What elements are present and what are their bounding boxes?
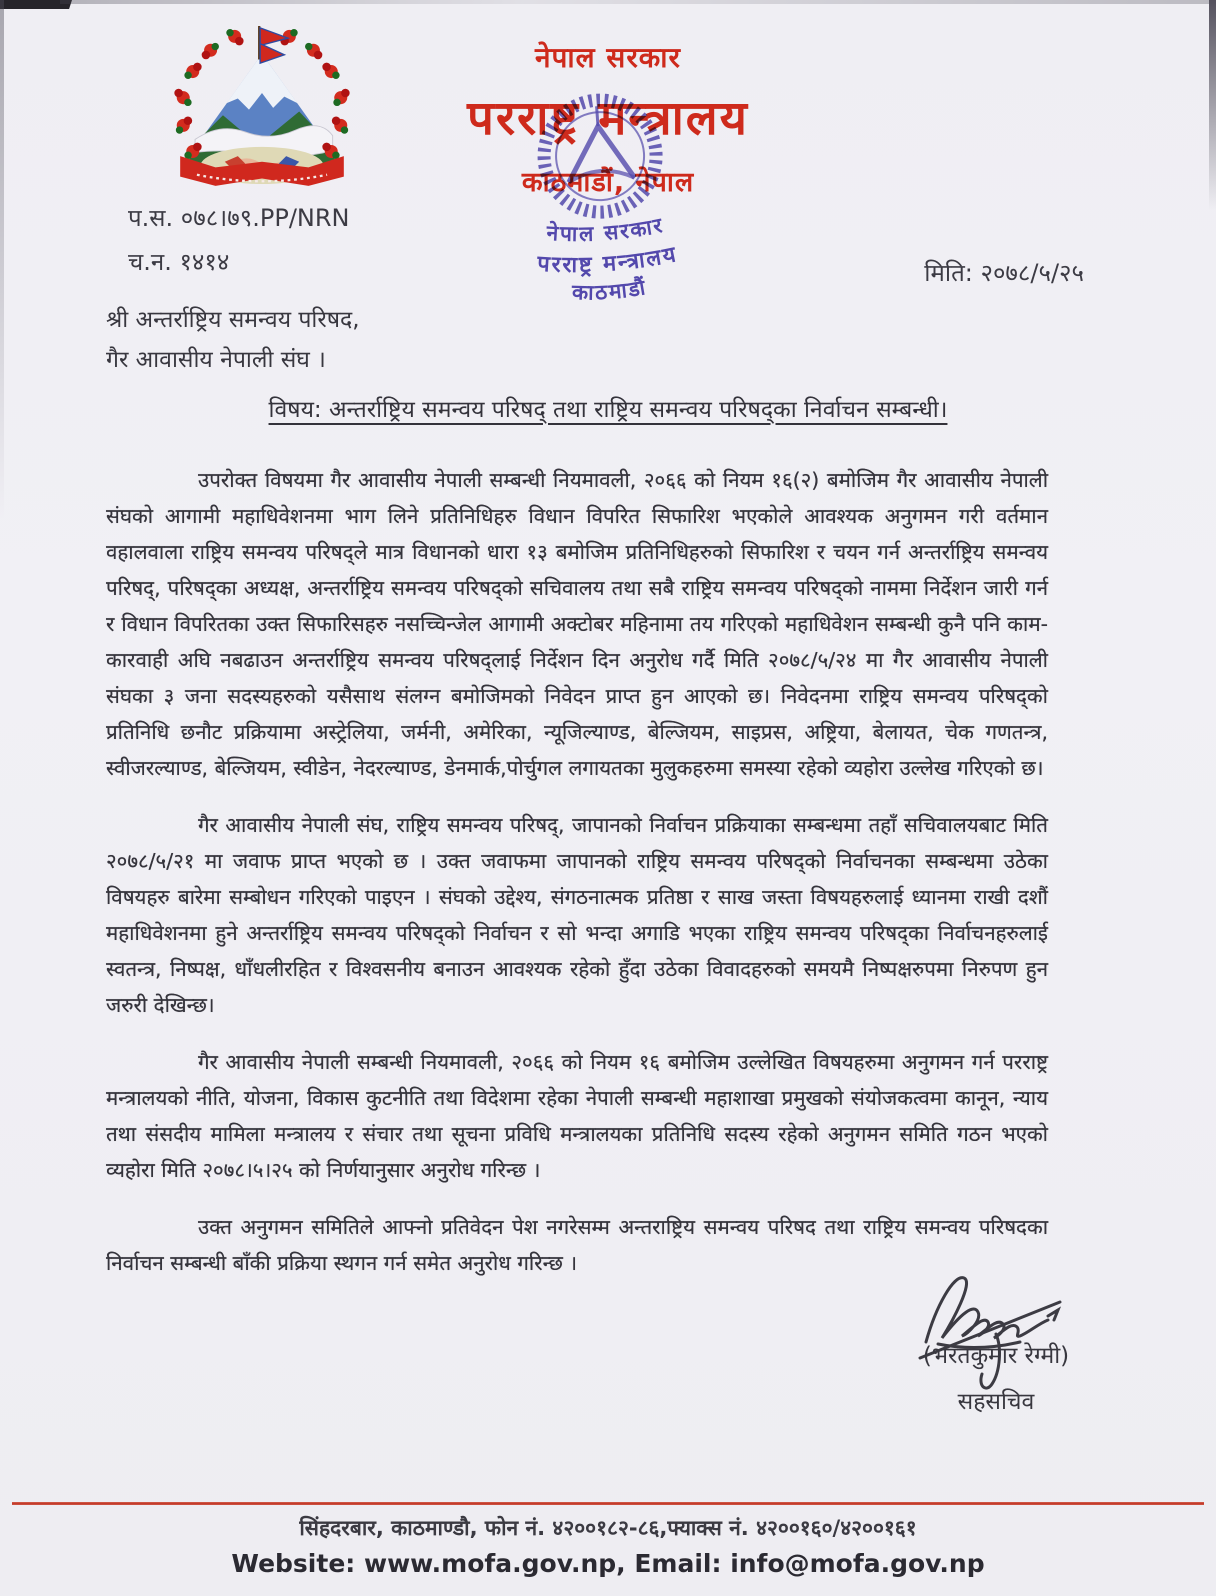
signatory-title: सहसचिव xyxy=(957,1389,1035,1415)
subject-line xyxy=(0,392,1216,424)
handwritten-signature-icon xyxy=(908,1264,1098,1396)
footer-divider xyxy=(12,1502,1204,1505)
location-title: काठमाडौं, नेपाल xyxy=(521,167,695,198)
footer-website-email: Website: www.mofa.gov.np, Email: info@mofa.gov.np xyxy=(231,1549,985,1578)
footer xyxy=(0,1514,1216,1578)
footer-address: सिंहदरबार, काठमाण्डौ, फोन नं. ४२००१८२-८६,फ्याक्स नं. ४२००१६०/४२००१६१ xyxy=(299,1516,917,1540)
dispatch-number: च.न. १४१४ xyxy=(128,248,230,276)
svg-text:नेपाल सरकार xyxy=(543,211,666,249)
letter-reference-number: प.स. ०७८।७९.PP/NRN xyxy=(128,204,350,232)
signature-block xyxy=(856,1268,1136,1416)
stamp-line-1: नेपाल सरकार xyxy=(545,212,667,246)
signatory-name: (भरतकुमार रेग्मी) xyxy=(922,1343,1070,1369)
paragraph-2: गैर आवासीय नेपाली संघ, राष्ट्रिय समन्वय परिषद्, जापानको निर्वाचन प्रक्रियाका सम्बन्धमा तहाँ सचिवालयबाट मिति २०७८/५/२१ मा जवाफ प्राप्त भएको छ । उक्त जवाफमा जापानको राष्ट्रिय समन्वय परिषद्को निर्वाचनका सम्बन्धमा उठेका विषयहरु बारेमा सम्बोधन गरिएको पाइएन । संघको उद्देश्य, संगठनात्मक प्रतिष्ठा र साख जस्ता विषयहरुलाई ध्यानमा राखी दशौं महाधिवेशनमा हुने अन्तर्राष्ट्रिय समन्वय परिषद्को निर्वाचन र सो भन्दा अगाडि भएका राष्ट्रिय समन्वय परिषद्का निर्वाचनहरुलाई स्वतन्त्र, निष्पक्ष, धाँधलीरहित र विश्वसनीय बनाउन आवश्यक रहेको हुँदा उठेका विवादहरुको समयमै निष्पक्षरुपमा निरुपण हुन जरुरी देखिन्छ। xyxy=(106,813,1048,1017)
government-title: नेपाल सरकार xyxy=(534,41,682,74)
letter-date: मिति: २०७८/५/२५ xyxy=(924,259,1084,287)
paragraph-1: उपरोक्त विषयमा गैर आवासीय नेपाली सम्बन्धी नियमावली, २०६६ को नियम १६(२) बमोजिम गैर आवासीय नेपाली संघको आगामी महाधिवेशनमा भाग लिने प्रतिनिधिहरु विधान विपरित सिफारिश भएकोले आवश्यक अनुगमन गरी वर्तमान वहालवाला राष्ट्रिय समन्वय परिषद्ले मात्र विधानको धारा १३ बमोजिम प्रतिनिधिहरुको सिफारिश र चयन गर्न अन्तर्राष्ट्रिय समन्वय परिषद्, परिषद्का अध्यक्ष, अन्तर्राष्ट्रिय समन्वय परिषद्को सचिवालय तथा सबै राष्ट्रिय समन्वय परिषद्को नाममा निर्देशन जारी गर्न र विधान विपरितका उक्त सिफारिसहरु नसच्चिन्जेल आगामी अक्टोबर महिनामा तय गरिएको महाधिवेशन सम्बन्धी कुनै पनि काम-कारवाही अघि नबढाउन अन्तर्राष्ट्रिय समन्वय परिषद्लाई निर्देशन दिन अनुरोध गर्दै मिति २०७८/५/२४ मा गैर आवासीय नेपाली संघका ३ जना सदस्यहरुको यसैसाथ संलग्न बमोजिमको निवेदन प्राप्त हुन आएको छ। निवेदनमा राष्ट्रिय समन्वय परिषद्को प्रतिनिधि छनौट प्रक्रियामा अस्ट्रेलिया, जर्मनी, अमेरिका, न्यूजिल्याण्ड, बेल्जियम, साइप्रस, अष्ट्रिया, बेलायत, चेक गणतन्त्र, स्वीजरल्याण्ड, बेल्जियम, स्वीडेन, नेदरल्याण्ड, डेनमार्क,पोर्चुगल लगायतका मुलुकहरुमा समस्या रहेको व्यहोरा उल्लेख गरिएको छ। xyxy=(106,468,1048,780)
stamp-line-2: परराष्ट्र मन्त्रालय xyxy=(536,242,680,279)
paragraph-4: उक्त अनुगमन समितिले आफ्नो प्रतिवेदन पेश नगरेसम्म अन्तराष्ट्रिय समन्वय परिषद तथा राष्ट्रिय समन्वय परिषदका निर्वाचन सम्बन्धी बाँकी प्रक्रिया स्थगन गर्न समेत अनुरोध गरिन्छ । xyxy=(106,1215,1048,1275)
scan-artifact xyxy=(60,0,1216,4)
stamp-line-3: काठमाडौं xyxy=(571,274,649,305)
letter-body xyxy=(106,462,1048,1302)
scan-artifact xyxy=(0,0,72,9)
addressee-line-1: श्री अन्तर्राष्ट्रिय समन्वय परिषद, xyxy=(106,307,360,333)
paragraph-3: गैर आवासीय नेपाली सम्बन्धी नियमावली, २०६६ को नियम १६ बमोजिम उल्लेखित विषयहरुमा अनुगमन गर्न परराष्ट्र मन्त्रालयको नीति, योजना, विकास कुटनीति तथा विदेशमा रहेका नेपाली सम्बन्धी महाशाखा प्रमुखको संयोजकत्वमा कानून, न्याय तथा संसदीय मामिला मन्त्रालय र संचार तथा सूचना प्रविधि मन्त्रालयका प्रतिनिधि सदस्य रहेको अनुगमन समिति गठन भएको व्यहोरा मिति २०७८।५।२५ को निर्णयानुसार अनुरोध गरिन्छ । xyxy=(106,1050,1048,1182)
subject-text: विषय: अन्तर्राष्ट्रिय समन्वय परिषद् तथा राष्ट्रिय समन्वय परिषद्का निर्वाचन सम्बन्धी। xyxy=(268,397,948,423)
svg-text:काठमाडौं xyxy=(569,274,649,307)
ministry-title: परराष्ट्र मन्त्रालय xyxy=(467,91,749,146)
addressee-line-2: गैर आवासीय नेपाली संघ । xyxy=(106,347,326,373)
svg-text:परराष्ट्र मन्त्रालय xyxy=(534,242,680,282)
ministry-stamp-icon xyxy=(450,74,755,322)
